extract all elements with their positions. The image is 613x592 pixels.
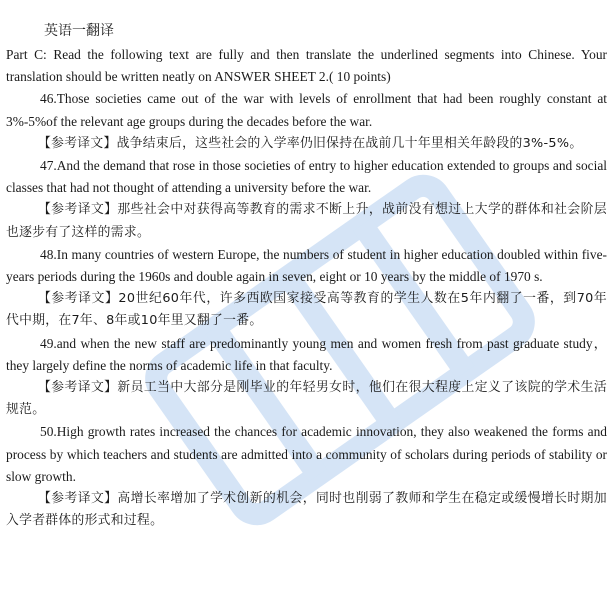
- item-50-translation: [6, 488, 607, 532]
- translation-text: 新员工当中大部分是刚毕业的年轻男女时，他们在很大程度上定义了该院的学术生活规范。: [6, 380, 607, 418]
- translation-text: 高增长率增加了学术创新的机会，同时也削弱了教师和学生在稳定或缓慢增长时期加入学者群体的形式和过程。: [6, 491, 607, 529]
- reference-label: 【参考译文】: [38, 491, 118, 507]
- item-47-translation: [6, 199, 607, 243]
- item-48-source: 48.In many countries of western Europe, the numbers of student in higher education doubled within five-years periods during the 1960s and double again in seven, eight or 10 years by the middle of 1970 s.: [6, 246, 607, 285]
- item-48-translation: [6, 288, 607, 332]
- item-46-translation: [6, 133, 607, 155]
- item-49-translation: [6, 377, 607, 421]
- item-47-source: 47.And the demand that rose in those societies of entry to higher education extended to groups and social classes that had not thought of attending a university before the war.: [6, 158, 607, 196]
- section-heading: 英语一翻译: [44, 23, 114, 39]
- reference-label: 【参考译文】: [38, 291, 119, 307]
- reference-label: 【参考译文】: [38, 380, 118, 396]
- reference-label: 【参考译文】: [38, 202, 118, 218]
- item-49-source: 49.and when the new staff are predominantly young men and women fresh from past graduate study，they largely define the norms of academic life in that faculty.: [6, 335, 607, 373]
- item-46-source: 46.Those societies came out of the war with levels of enrollment that had been roughly constant at 3%-5%of the relevant age groups during the decades before the war.: [6, 91, 607, 129]
- translation-text: 战争结束后，这些社会的入学率仍旧保持在战前几十年里相关年龄段的3%-5%。: [116, 135, 583, 151]
- instructions-paragraph: Part C: Read the following text are fully and then translate the underlined segments into Chinese. Your translation should be written neatly on ANSWER SHEET 2.( 10 points): [6, 47, 607, 85]
- translation-text: 那些社会中对获得高等教育的需求不断上升，战前没有想过上大学的群体和社会阶层也逐步有了这样的需求。: [6, 202, 607, 240]
- item-50-source: 50.High growth rates increased the chances for academic innovation, they also weakened the forms and process by which teachers and students are admitted into a community of scholars during periods of stability or slow growth.: [6, 424, 607, 484]
- translation-text: 20世纪60年代，许多西欧国家接受高等教育的学生人数在5年内翻了一番，到70年代中期，在7年、8年或10年里又翻了一番。: [6, 291, 607, 329]
- reference-label: 【参考译文】: [38, 135, 117, 151]
